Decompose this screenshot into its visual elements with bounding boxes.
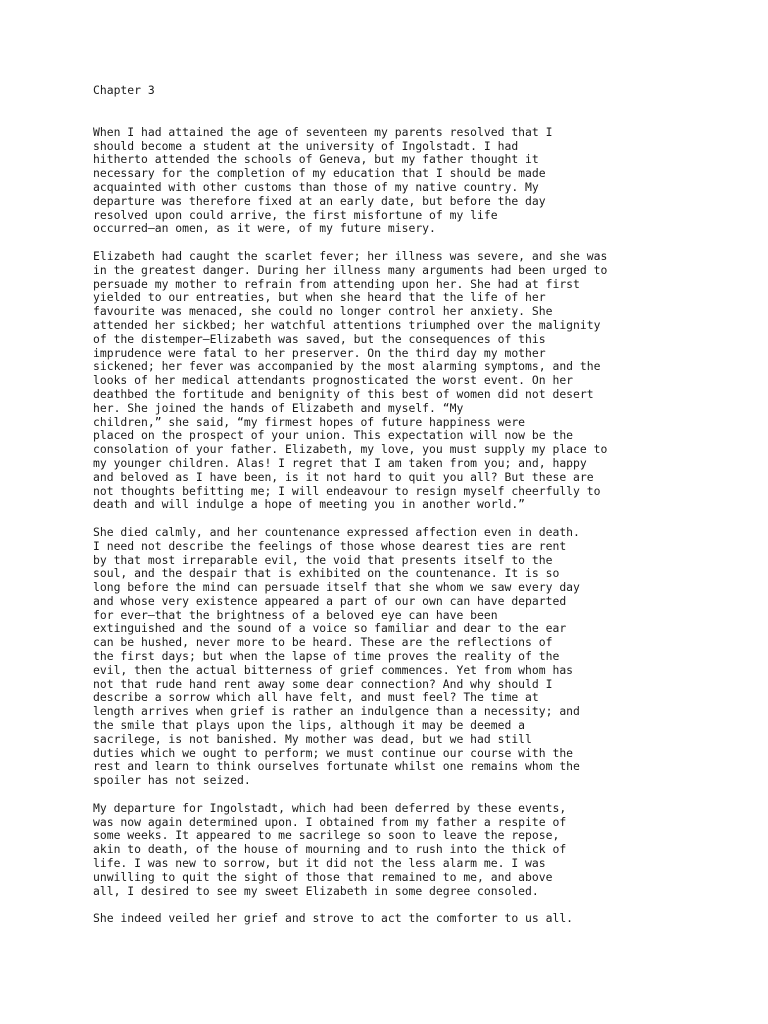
text-line: by that most irreparable evil, the void that presents itself to the	[93, 552, 553, 567]
text-line: her. She joined the hands of Elizabeth and myself. “My	[93, 400, 464, 415]
paragraph-2	[93, 250, 693, 512]
text-line: resolved upon could arrive, the first misfortune of my life	[93, 207, 498, 222]
text-line: should become a student at the university of Ingolstadt. I had	[93, 138, 519, 153]
text-line: She indeed veiled her grief and strove to act the comforter to us all.	[93, 911, 574, 926]
text-line: duties which we ought to perform; we must continue our course with the	[93, 745, 574, 760]
text-line: Elizabeth had caught the scarlet fever; her illness was severe, and she was	[93, 248, 608, 263]
document-page	[93, 84, 693, 940]
text-line: imprudence were fatal to her preserver. On the third day my mother	[93, 345, 546, 360]
text-line: long before the mind can persuade itself that she whom we saw every day	[93, 580, 580, 595]
text-line: all, I desired to see my sweet Elizabeth in some degree consoled.	[93, 883, 539, 898]
text-line: persuade my mother to refrain from attending upon her. She had at first	[93, 276, 580, 291]
body-text	[93, 126, 693, 926]
text-line: the first days; but when the lapse of time proves the reality of the	[93, 649, 560, 664]
text-line: evil, then the actual bitterness of grief commences. Yet from whom has	[93, 662, 574, 677]
paragraph-3	[93, 526, 693, 788]
text-line: unwilling to quit the sight of those that remained to me, and above	[93, 869, 553, 884]
text-line: can be hushed, never more to be heard. These are the reflections of	[93, 635, 553, 650]
text-line: extinguished and the sound of a voice so familiar and dear to the ear	[93, 621, 567, 636]
text-line: favourite was menaced, she could no longer control her anxiety. She	[93, 304, 553, 319]
text-line: death and will indulge a hope of meeting you in another world.”	[93, 497, 526, 512]
paragraph-1	[93, 126, 693, 236]
text-line: sacrilege, is not banished. My mother was dead, but we had still	[93, 731, 532, 746]
chapter-heading: Chapter 3	[93, 83, 155, 97]
text-line: sickened; her fever was accompanied by the most alarming symptoms, and the	[93, 359, 601, 374]
text-line: life. I was new to sorrow, but it did not the less alarm me. I was	[93, 856, 546, 871]
paragraph-4	[93, 802, 693, 899]
text-line: rest and learn to think ourselves fortunate whilst one remains whom the	[93, 759, 580, 774]
text-line: for ever—that the brightness of a beloved eye can have been	[93, 607, 498, 622]
text-line: some weeks. It appeared to me sacrilege so soon to leave the repose,	[93, 828, 560, 843]
text-line: my younger children. Alas! I regret that I am taken from you; and, happy	[93, 455, 587, 470]
text-line: children,” she said, “my firmest hopes of future happiness were	[93, 414, 526, 429]
text-line: looks of her medical attendants prognosticated the worst event. On her	[93, 373, 574, 388]
text-line: the smile that plays upon the lips, although it may be deemed a	[93, 718, 526, 733]
text-line: soul, and the despair that is exhibited on the countenance. It is so	[93, 566, 560, 581]
text-line: When I had attained the age of seventeen my parents resolved that I	[93, 124, 553, 139]
text-line: necessary for the completion of my education that I should be made	[93, 166, 546, 181]
text-line: and beloved as I have been, is it not hard to quit you all? But these are	[93, 469, 594, 484]
text-line: consolation of your father. Elizabeth, my love, you must supply my place to	[93, 442, 608, 457]
text-line: She died calmly, and her countenance expressed affection even in death.	[93, 524, 580, 539]
paragraph-5	[93, 912, 693, 926]
text-line: length arrives when grief is rather an indulgence than a necessity; and	[93, 704, 580, 719]
text-line: not thoughts befitting me; I will endeavour to resign myself cheerfully to	[93, 483, 601, 498]
text-line: not that rude hand rent away some dear connection? And why should I	[93, 676, 553, 691]
text-line: placed on the prospect of your union. This expectation will now be the	[93, 428, 574, 443]
text-line: hitherto attended the schools of Geneva, but my father thought it	[93, 152, 539, 167]
text-line: akin to death, of the house of mourning and to rush into the thick of	[93, 842, 567, 857]
text-line: departure was therefore fixed at an early date, but before the day	[93, 193, 546, 208]
text-line: attended her sickbed; her watchful attentions triumphed over the malignity	[93, 317, 601, 332]
text-line: describe a sorrow which all have felt, and must feel? The time at	[93, 690, 539, 705]
text-line: My departure for Ingolstadt, which had been deferred by these events,	[93, 800, 567, 815]
text-line: was now again determined upon. I obtained from my father a respite of	[93, 814, 567, 829]
text-line: of the distemper—Elizabeth was saved, but the consequences of this	[93, 331, 546, 346]
text-line: yielded to our entreaties, but when she heard that the life of her	[93, 290, 546, 305]
text-line: and whose very existence appeared a part of our own can have departed	[93, 593, 567, 608]
text-line: acquainted with other customs than those of my native country. My	[93, 179, 539, 194]
text-line: spoiler has not seized.	[93, 773, 251, 788]
text-line: I need not describe the feelings of those whose dearest ties are rent	[93, 538, 567, 553]
text-line: in the greatest danger. During her illness many arguments had been urged to	[93, 262, 608, 277]
text-line: occurred—an omen, as it were, of my future misery.	[93, 221, 436, 236]
text-line: deathbed the fortitude and benignity of this best of women did not desert	[93, 386, 594, 401]
